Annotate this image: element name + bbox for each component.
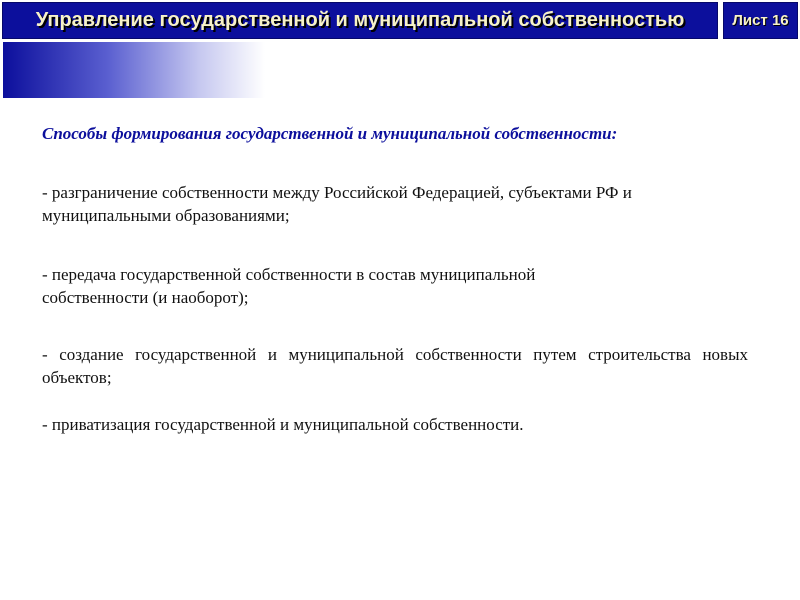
sheet-number-label: Лист 16 — [732, 12, 789, 29]
sheet-number-box — [723, 2, 798, 39]
section-heading: Способы формирования государственной и муниципальной собственности: — [42, 124, 618, 143]
title-banner — [2, 2, 718, 39]
list-item: - приватизация государственной и муниципальной собственности. — [42, 415, 524, 434]
list-item: - создание государственной и муниципальной собственности путем строительства новых объектов; — [42, 345, 748, 387]
list-item: - разграничение собственности между Российской Федерацией, субъектами РФ и муниципальными образованиями; — [42, 183, 632, 225]
page-title: Управление государственной и муниципальной собственностью — [35, 9, 685, 31]
decorative-gradient-bar — [3, 42, 265, 98]
list-item: - передача государственной собственности в состав муниципальной собственности (и наоборот); — [42, 265, 536, 307]
header-bar — [0, 0, 800, 42]
